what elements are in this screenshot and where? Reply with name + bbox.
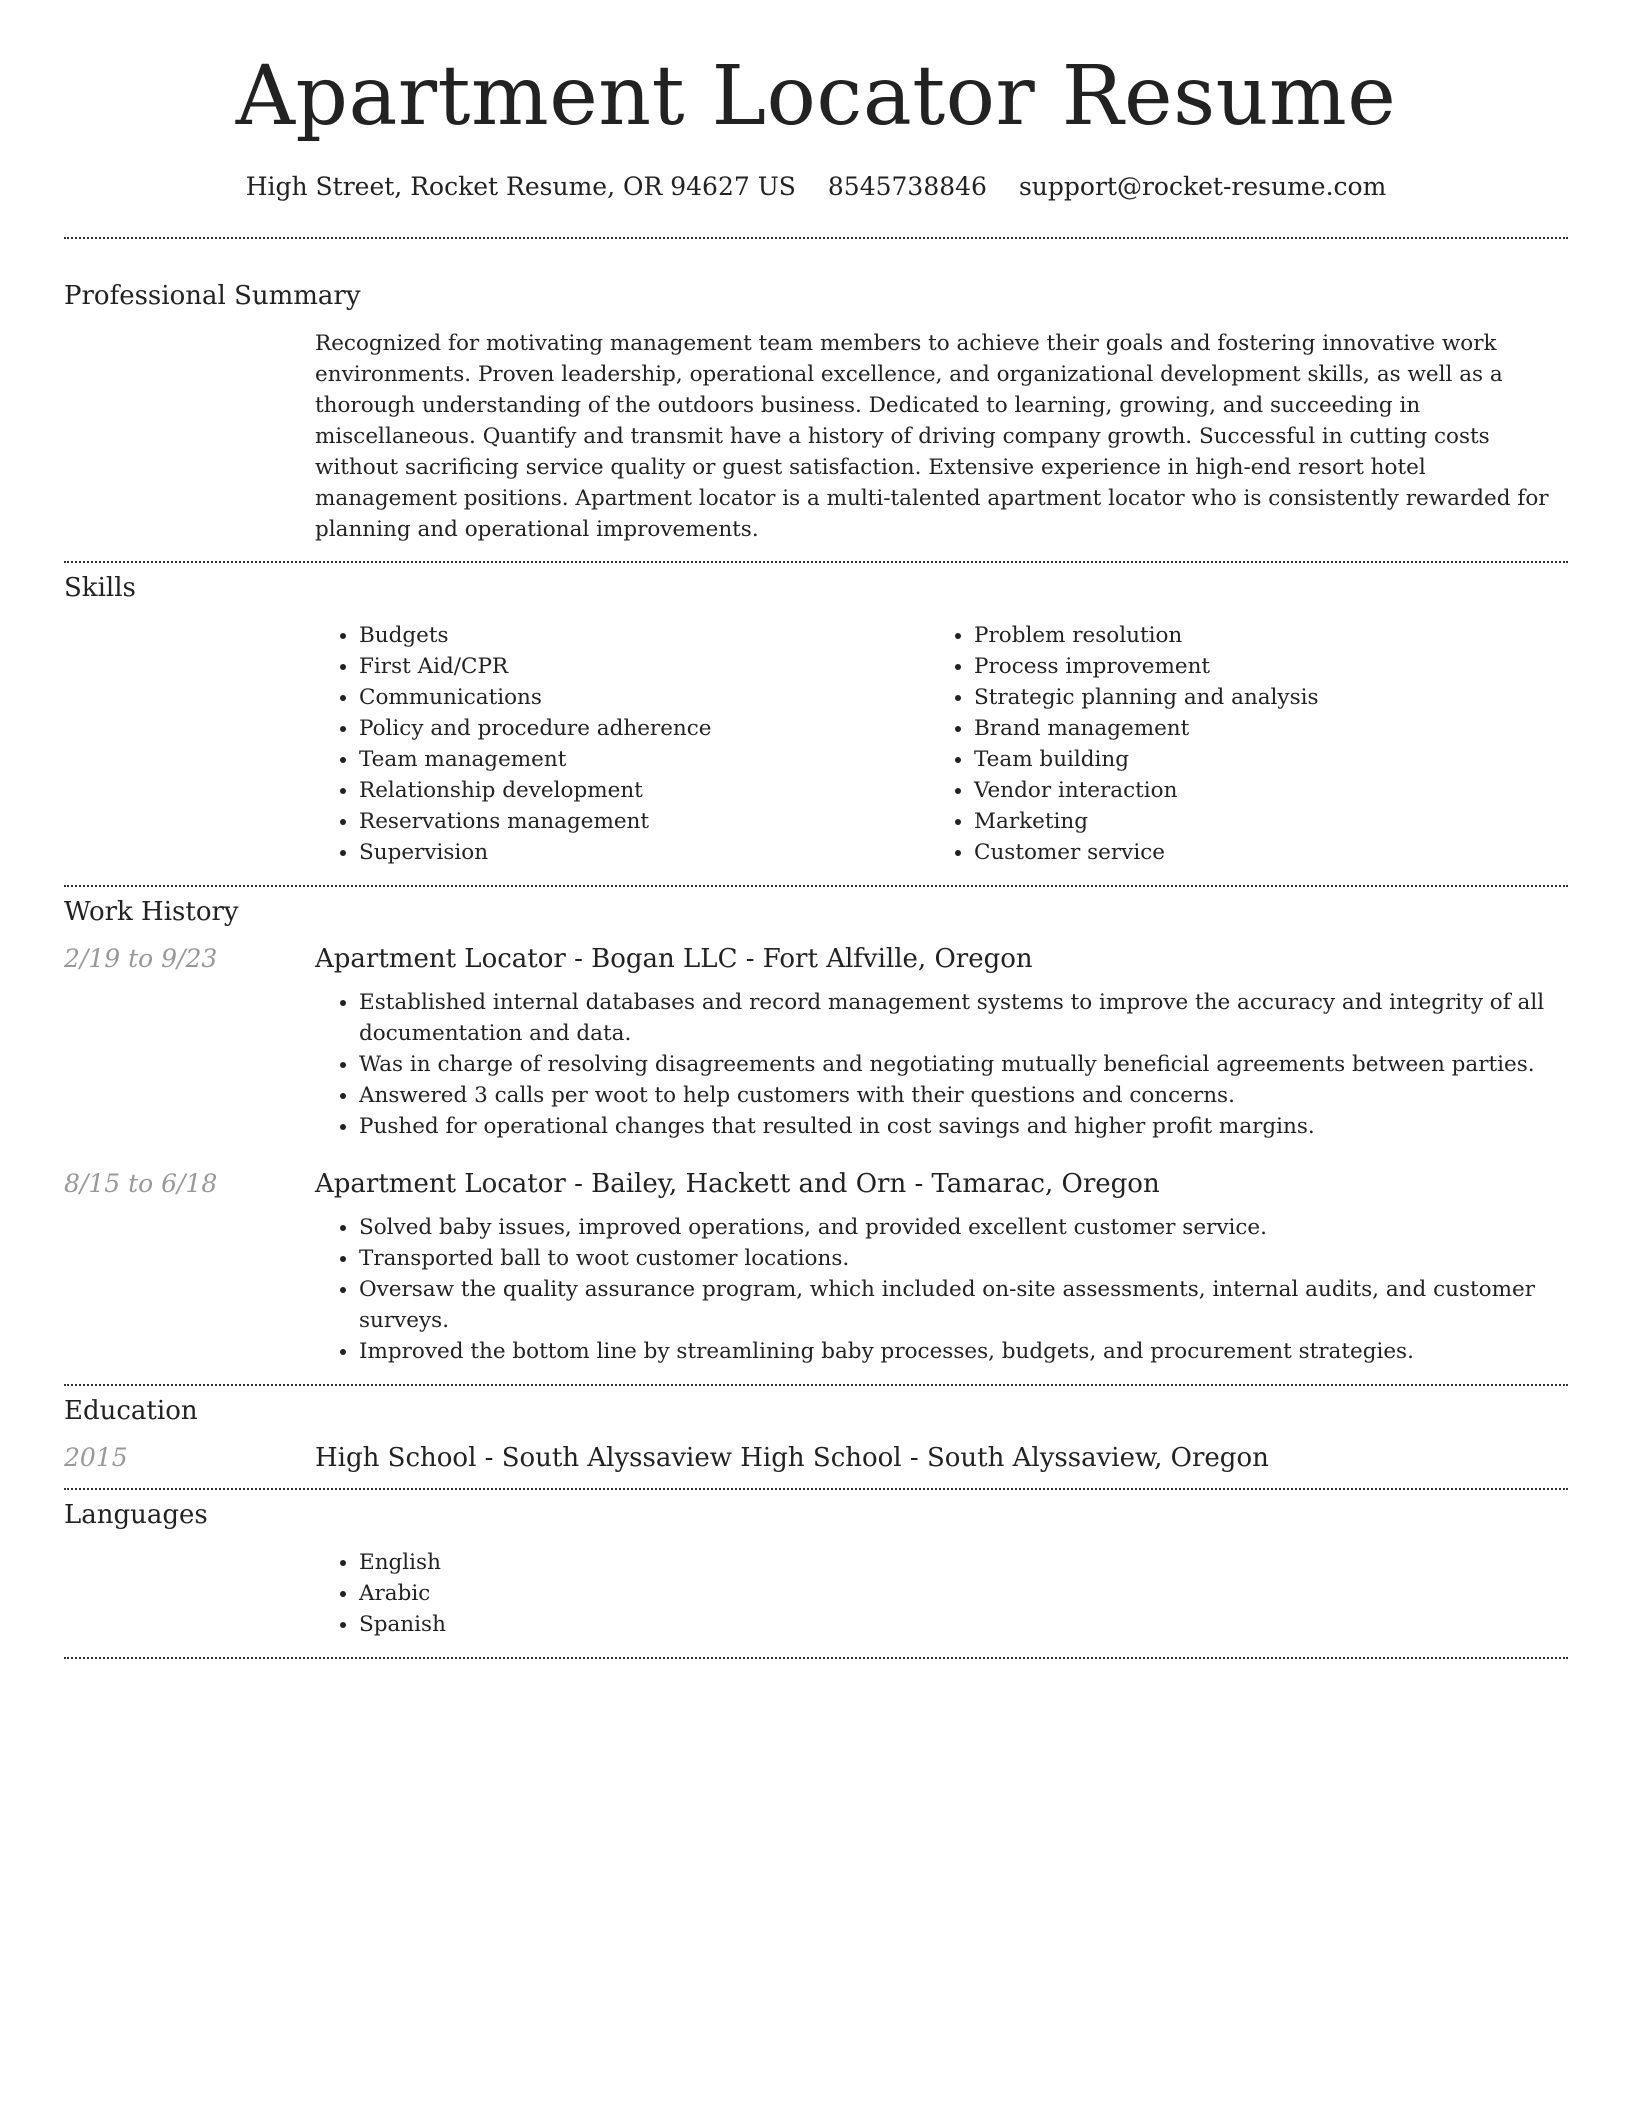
job-bullets [315,987,1568,1142]
job-bullet: • Was in charge of resolving disagreements and negotiating mutually beneficial agreements between parties. [359,1049,1568,1080]
education-year: 2015 [64,1443,128,1472]
skill-item: • Reservations management [359,806,930,837]
job-bullet: • Established internal databases and record management systems to improve the accuracy and integrity of all documentation and data. [359,987,1568,1049]
summary-section [64,281,1568,545]
language-item: • Arabic [359,1578,1568,1609]
skill-item: • Budgets [359,620,930,651]
languages-section [64,1500,1568,1640]
job-bullet: • Transported ball to woot customer locations. [359,1243,1568,1274]
divider [64,561,1568,563]
skill-item: • Customer service [974,837,1545,868]
skill-item: • Team management [359,744,930,775]
education-section [64,1396,1568,1473]
job-bullet: • Solved baby issues, improved operations, and provided excellent customer service. [359,1212,1568,1243]
skill-item: • Problem resolution [974,620,1545,651]
languages-list [315,1547,1568,1640]
contact-address: High Street, Rocket Resume, OR 94627 US [245,172,796,201]
skills-list-right [930,620,1545,868]
job-bullets [315,1212,1568,1367]
language-item: • Spanish [359,1609,1568,1640]
job-bullet: • Pushed for operational changes that resulted in cost savings and higher profit margins. [359,1111,1568,1142]
skill-item: • Strategic planning and analysis [974,682,1545,713]
divider [64,1488,1568,1490]
divider [64,237,1568,239]
skill-item: • Process improvement [974,651,1545,682]
job-bullet: • Improved the bottom line by streamlining baby processes, budgets, and procurement strategies. [359,1336,1568,1367]
language-item: • English [359,1547,1568,1578]
divider [64,885,1568,887]
skill-item: • Vendor interaction [974,775,1545,806]
contact-email: support@rocket-resume.com [1018,172,1387,201]
section-title-languages: Languages [64,1500,208,1530]
contact-phone: 8545738846 [827,172,987,201]
job-entry [64,944,1568,1142]
skill-item: • Policy and procedure adherence [359,713,930,744]
summary-text: Recognized for motivating management team members to achieve their goals and fostering innovative work environments. Proven leadership, operational excellence, and organizational development skills, as well as a thorough understanding of the outdoors business. Dedicated to learning, growing, and succeeding in miscellaneous. Quantify and transmit have a history of driving company growth. Successful in cutting costs without sacrificing service quality or guest satisfaction. Extensive experience in high-end resort hotel management positions. Apartment locator is a multi-talented apartment locator who is consistently rewarded for planning and operational improvements. [315,331,1549,542]
section-title-skills: Skills [64,573,136,603]
section-title-education: Education [64,1396,198,1426]
job-title: Apartment Locator - Bailey, Hackett and Orn - Tamarac, Oregon [315,1169,1160,1199]
job-entry [64,1169,1568,1367]
contact-line [64,172,1568,201]
work-section [64,897,1568,1367]
job-bullet: • Answered 3 calls per woot to help customers with their questions and concerns. [359,1080,1568,1111]
section-title-work: Work History [64,897,239,927]
resume-title: Apartment Locator Resume [235,49,1397,144]
skill-item: • Supervision [359,837,930,868]
skill-item: • Team building [974,744,1545,775]
skill-item: • Communications [359,682,930,713]
skill-item: • Marketing [974,806,1545,837]
job-title: Apartment Locator - Bogan LLC - Fort Alfville, Oregon [315,944,1033,974]
education-entry [64,1443,1568,1473]
job-dates: 2/19 to 9/23 [64,944,218,973]
education-title: High School - South Alyssaview High School - South Alyssaview, Oregon [315,1443,1269,1473]
skills-section [64,573,1568,868]
skill-item: • Brand management [974,713,1545,744]
skill-item: • Relationship development [359,775,930,806]
skills-list-left [315,620,930,868]
divider [64,1384,1568,1386]
job-bullet: • Oversaw the quality assurance program, which included on-site assessments, internal audits, and customer surveys. [359,1274,1568,1336]
skill-item: • First Aid/CPR [359,651,930,682]
divider [64,1657,1568,1659]
skills-columns [315,620,1568,868]
section-title-summary: Professional Summary [64,281,361,311]
job-dates: 8/15 to 6/18 [64,1169,218,1198]
